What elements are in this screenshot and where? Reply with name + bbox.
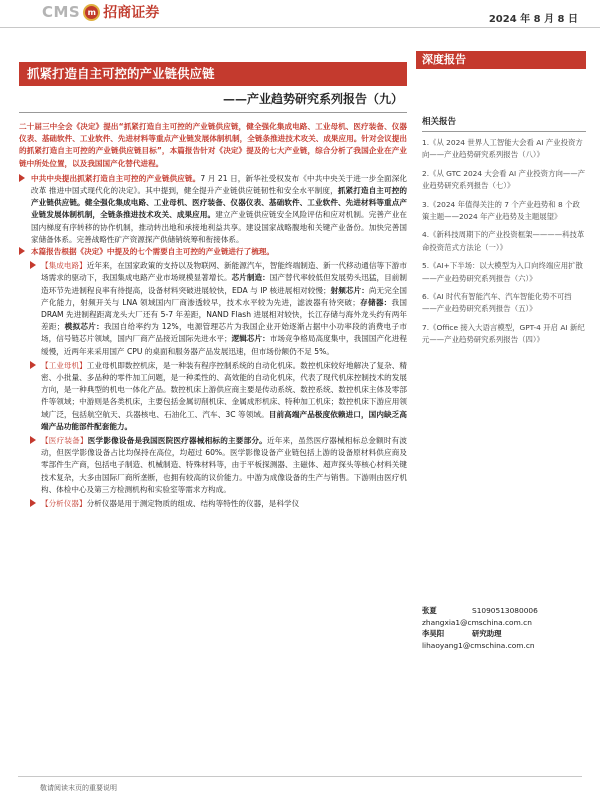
sub-arrow-icon [30,499,36,507]
related-report-item[interactable]: 5.《AI+下半场：以大模型为入口向终端应用扩散——产业趋势研究系列报告（六）》 [422,261,583,283]
analyst-name: 李昊阳 [422,629,445,638]
sub-arrow-icon [30,261,36,269]
ic-text2: 国产替代率较低但发展势头迅猛，目前制造环节先进制程良率有待提高，设备材料突破进展较快，EDA 与 IP 核进展相对较慢； [41,273,408,295]
related-report-item[interactable]: 1.《从 2024 世界人工智能大会看 AI 产业投资方向——产业趋势研究系列报告（八）》 [422,138,583,160]
ic-logic-label: 逻辑芯片： [231,334,270,344]
bullet-arrow-icon [19,174,25,182]
logo-text-cn: 招商证券 [103,5,160,21]
ic-tag: 【集成电路】 [41,261,87,271]
report-date: 2024 年 8 月 8 日 [488,14,578,25]
mt-text1: 工业母机即数控机床，是一种装有程序控制系统的自动化机床。数控机床较好地解决了复杂、精密、小批量、多品种的零件加工问题，是一种柔性的、高效能的自动化机床，代表了现代机床控制技术的发展方向，是一种典型的机电一体化产品。数控机床上游供应商主要是传动系统、数控系统、数控机床主体及零部件等领域；中游则是各类机床，主要包括金属切削机床、金属成形机床、特种加工机床；数控机床下游应用领域广泛，包括航空航天、兵器核电、石油化工、汽车、3C 等领域。 [41,360,408,419]
related-report-item[interactable]: 4.《新科技周期下的产业投资框架————科技革命投资范式方法论（一）》 [422,230,585,252]
bullet-policy-text2: 建立产业链供应链安全风险评估和应对机制。完善产业在国内梯度有序转移的协作机制，推动转出地和承接地利益共享。建设国家战略腹地和关键产业备份。加快完善国家储备体系。完善战略性矿产资源探产供储销统筹和衔接体系。 [31,210,407,244]
bullet-policy-bold: 抓紧打造自主可控的产业链供应链。健全强化集成电路、工业母机、医疗装备、仪器仪表、基础软件、工业软件、先进材料等重点产业链发展体制机制，全链条推进技术攻关、成果应用。 [31,186,408,220]
ic-text4: 我国 DRAM 先进制程距离龙头大厂还有 5-7 年差距，NAND Flash 进展相对较快，长江存储与海外龙头约有两年差距； [41,297,407,332]
bullet-seven-chains [19,246,407,258]
analyst-name: 张夏 [422,606,437,615]
logo-text-en: CMS [42,3,81,21]
inst-text: 分析仪器是用于测定物质的组成、结构等特性的仪器，是科学仪 [86,499,300,509]
ic-text3: 尚无完全国产化能力，射频开关与 LNA 领域国内厂商渗透较早，技术水平较为先进，滤波器有待突破； [41,285,408,307]
related-report-item[interactable]: 3.《2024 年值得关注的 7 个产业趋势和 8 个政策主题——2024 年产业趋势及主题展望》 [422,199,580,222]
sub-arrow-icon [30,436,36,444]
section-title: 深度报告 [416,51,586,69]
bullet-seven-chains-text: 本篇报告根据《决定》中提及的七个需要自主可控的产业链进行了梳理。 [31,247,274,257]
analyst-block [422,605,587,651]
intro-paragraph: 二十届三中全会《决定》提出“抓紧打造自主可控的产业链供应链，健全强化集成电路、工业母机、医疗装备、仪器仪表、基础软件、工业软件、先进材料等重点产业链发展体制机制，全链条推进技术攻关、成果应用。针对会议提出的抓紧打造自主可控的产业链供应链目标”，本篇报告针对《决定》提及的七大产业链，综合分析了我国企业在产业链中所处位置，以及我国国产化替代进程。 [19,122,407,168]
ic-mem-label: 存储器： [359,297,392,307]
bullet-arrow-icon [19,247,25,255]
footer-disclaimer: 敬请阅读末页的重要说明 [40,784,117,792]
related-report-item[interactable]: 7.《Office 接入大语言模型，GPT-4 开启 AI 新纪元——产业趋势研究系列报告（四）》 [422,322,585,345]
inst-tag: 【分析仪器】 [41,499,87,509]
sub-arrow-icon [30,361,36,369]
analyst-row [422,628,587,640]
med-text: 近年来，虽然医疗器械相标总金额时有波动，但医学影像设备占比均保持在高位，均超过 60%。医学影像设备产业链包括上游的设备原材料供应商及零部件生产商，包括电子制造、机械制造、特殊材料等，由于平板探测器、主磁体、超声探头等核心材料关键技术复杂，大多由国际厂商所垄断，也拥有较高的议价能力。中游为成像设备的生产与销售。下游则由医疗机构、体检中心及第三方检测机构和实验室等需求方构成。 [41,436,407,494]
ic-text1: 近年来，在国家政策的支持以及物联网、新能源汽车，智能终端制造、新一代移动通信等下游市场需求的驱动下，我国集成电路产业市场规模显著增长。 [41,261,408,283]
analyst-email[interactable]: zhangxia1@cmschina.com.cn [422,617,532,627]
header-divider [0,27,600,28]
bullet-policy-text1: 7 月 21 日，新华社受权发布《中共中央关于进一步全面深化改革 推进中国式现代化的决定》。其中提到，健全提升产业链供应链韧性和安全水平制度， [31,173,408,196]
analyst-row [422,605,587,617]
bullet-policy-title: 中共中央提出抓紧打造自主可控的产业链供应链。 [31,173,201,183]
ic-text6: 市场竞争格局高度集中，我国国产化进程缓慢，近两年来采用国产 CPU 的桌面和服务器产品发展迅速，但市场份额仍不足 5%。 [41,334,408,356]
ic-rf-label: 射频芯片： [330,285,369,295]
med-tag: 【医疗装备】 [41,436,88,446]
analyst-role: 研究助理 [472,629,502,638]
logo-badge-icon: m [83,4,100,21]
ic-chip-label: 芯片制造： [231,273,270,283]
main-content [19,62,407,510]
page-header [0,0,600,26]
related-report-item[interactable]: 6.《AI 时代有智能汽车、汽车智能化势不可挡——产业趋势研究系列报告（五）》 [422,292,572,314]
ic-text5: 我国自给率约为 12%，电源管理芯片为我国企业开始逐渐占据中小功率段的消费电子市场，信号链芯片领域，国内厂商产品接近国际先进水平； [41,322,408,344]
cms-logo [42,1,159,23]
footer-divider [18,776,582,777]
subtitle-divider [19,112,407,113]
report-subtitle: ——产业趋势研究系列报告（九） [222,92,403,106]
mt-bold: 目前高端产品极度依赖进口，国内缺乏高端产品功能部件配套能力。 [41,409,407,431]
analyst-id: S1090513080006 [472,606,538,615]
analyst-email[interactable]: lihaoyang1@cmschina.com.cn [422,640,535,650]
sidebar [416,51,586,353]
mt-tag: 【工业母机】 [41,360,87,370]
sub-bullet-instruments [19,498,407,510]
related-divider [422,131,586,132]
sub-bullet-medical [19,435,407,496]
report-title: 抓紧打造自主可控的产业链供应链 [19,62,407,86]
ic-analog-label: 模拟芯片： [64,322,104,332]
related-report-item[interactable]: 2.《从 GTC 2024 大会看 AI 产业投资方向——产业趋势研究系列报告（七）》 [422,168,586,191]
sub-bullet-ic [19,260,407,358]
med-bold: 医学影像设备是我国医院医疗器械相标的主要部分。 [87,436,267,446]
bullet-policy [19,173,407,246]
sub-bullet-machine-tools [19,360,407,433]
bullet-list [19,173,407,510]
related-reports-title: 相关报告 [422,117,457,127]
